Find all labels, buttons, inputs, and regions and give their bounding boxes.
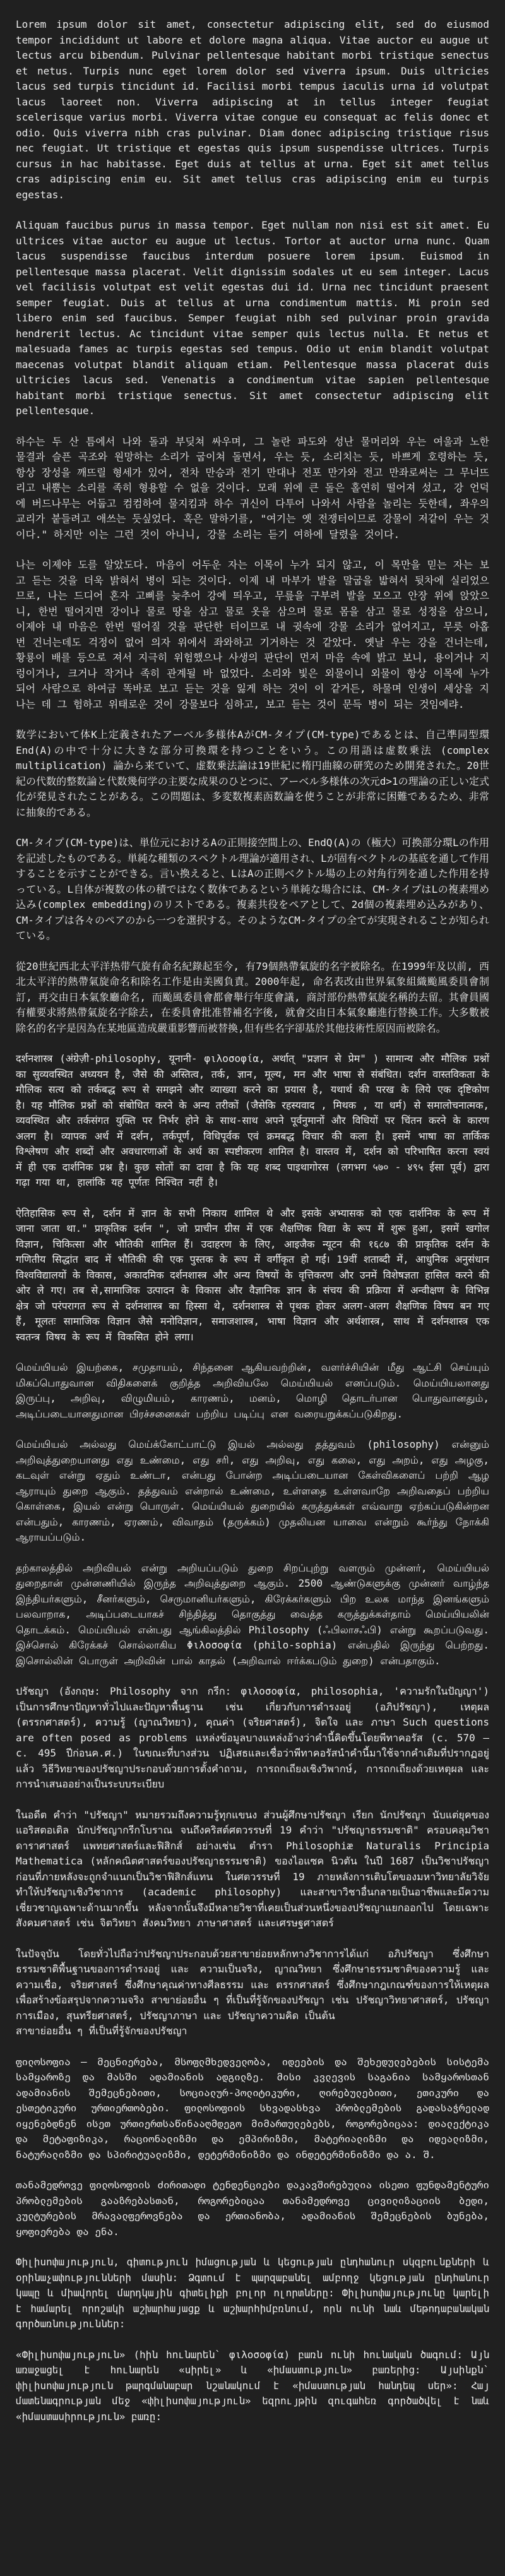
paragraph-japanese-1: 数学において体K上定義されたアーベル多様体AがCM-タイプ(CM-type)であるとは、自己準同型環 End(A)の中で十分に大きな部分可換環を持つことをいう。この用語は虚数乗法 (complex multiplication) 論から来ていて、虚数乗法論は19世紀に楕円曲線の研究のため開発された。20世紀の代数的整数論と代数幾何学の主要な成果のひとつに、アーベル多様体の次元d>1の理論の正しい定式化が発見されたことがある。この問題は、多変数複素函数論を使うことが非常に困難であるため、非常に抽象的である。 bbox=[16, 729, 489, 818]
paragraph-thai-1: ปรัชญา (อังกฤษ: Philosophy จาก กรีก: φιλοσοφία, philosophia, 'ความรักในปัญญา') เป็นการศึกษาปัญหาทั่วไปและปัญหาพื้นฐาน เช่น เกี่ยวกับการดำรงอยู่ (อภิปรัชญา), เหตุผล (ตรรกศาสตร์), ความรู้ (ญาณวิทยา), คุณค่า (จริยศาสตร์), จิตใจ และ ภาษา Such questions are often posed as problems แหล่งข้อมูลบางแหล่งอ้างว่าคำนี้คิดขึ้นโดยพีทาคอรัส (c. 570 – c. 495 ปีก่อนค.ศ.) ในขณะที่บางส่วน ปฏิเสธและเชื่อว่าพีทาคอรัสนำคำนี้มาใช้จากคำเดิมที่ปรากฏอยู่แล้ว วิธีวิทยาของปรัชญาประกอบด้วยการตั้งคำถาม, การถกเถียงเชิงวิพากษ์, การถกเถียงด้วยเหตุผล และการนำเสนออย่างเป็นระบบระเบียบ bbox=[16, 1685, 489, 1790]
paragraph-korean-2: 나는 이제야 도를 알았도다. 마음이 어두운 자는 이목이 누가 되지 않고, 이 목만을 믿는 자는 보고 듣는 것을 더욱 밝혀서 병이 되는 것이다. 이제 내 마부가 발을 말굽을 밟혀서 뒷차에 실리었으므로, 나는 드디어 혼자 고삐를 늦추어 강에 띄우고, 무릎을 구부려 발을 모으고 안장 위에 앉았으니, 한번 떨어지면 강이나 물로 땅을 삼고 물로 옷을 삼으며 물로 몸을 삼고 물로 성정을 삼으니, 이제야 내 마음은 한번 떨어질 것을 판단한 터이므로 내 귓속에 강물 소리가 없어지고, 무릇 아홉 번 건너는데도 걱정이 없어 의자 위에서 좌와하고 기거하는 것 같았다. 옛날 우는 강을 건너는데, 황룡이 배를 등으로 져서 지극히 위험했으나 사생의 판단이 먼저 마음 속에 밝고 보니, 용이거나 지렁이거나, 크거나 작거나 족히 관계될 바 없었다. 소리와 빛은 외물이니 외물이 항상 이목에 누가 되어 사람으로 하여금 똑바로 보고 듣는 것을 잃게 하는 것이 이 같거든, 하물며 인생이 세상을 지나는 데 그 험하고 위태로운 것이 강물보다 심하고, 보고 듣는 것이 문득 병이 되는 것임에랴. bbox=[16, 559, 489, 710]
paragraph-georgian-2: თანამედროვე ფილოსოფიის ძირითადი ტენდენციები დაკავშირებულია ისეთი ფუნდამენტური პრობლემების გააზრებასთან, როგორებიცაა თანამედროვე ცივილიზაციის ბედი, კულტურების მრავალფეროვნება და ერთიანობა, ადამიანის შემეცნების ბუნება, ყოფიერება და ენა. bbox=[16, 2179, 489, 2238]
paragraph-armenian-2: «Փիլիսոփայություն» (հին հունարեն` φιλοσοφία) բառն ունի հունական ծագում: Այն առաջացել է հունարեն «սիրել» և «իմաստություն» բառերից: Այսինքն` փիլիսոփայություն թարգմանաբար նշանակում է «իմաստության հանդեպ սեր»: Հայ մատենագրության մեջ «փիլիսոփայություն» եզրույթին զուգահեռ գործածվել է նաև «իմաստասիրություն» բառը: bbox=[16, 2348, 489, 2423]
paragraph-georgian-1: ფილოსოფია — მეცნიერება, მსოფლმხედველობა, იდეების და შეხედულებების სისტემა სამყაროზე და მასში ადამიანის ადგილზე. მისი კვლევის საგანია სამყაროსთან ადამიანის შემეცნებითი, სოციალურ-პოლიტიკური, ღირებულებითი, ეთიკური და ესთეტიკური ურთიერთობები. ფილოსოფიის სხვადასხვა პრობლემების გადასაჭრელად იყენებდნენ ისეთ ურთიერთსაწინააღმდეგო მიმართულებებს, როგორებიცაა: დიალექტიკა და მეტაფიზიკა, რაციონალიზმი და ემპირიზმი, მატერიალიზმი და იდეალიზმი, ნატურალიზმი და სპირიტუალიზმი, დეტერმინიზმი და ინდეტერმინიზმი და ა. შ. bbox=[16, 2055, 489, 2161]
paragraph-korean-1: 하수는 두 산 틈에서 나와 돌과 부딪쳐 싸우며, 그 놀란 파도와 성난 물머리와 우는 여울과 노한 물결과 슬픈 곡조와 원망하는 소리가 굽이쳐 돌면서, 우는 듯, 소리치는 듯, 바쁘게 호령하는 듯, 항상 장성을 깨뜨릴 형세가 있어, 전차 만승과 전기 만대나 전포 만가와 전고 만좌로써는 그 무너뜨리고 내뿜는 소리를 족히 형용할 수 없을 것이다. 모래 위에 큰 돌은 홀연히 떨어져 섰고, 강 언덕에 버드나무는 어둡고 컴컴하여 물지킴과 하수 귀신이 다투어 나와서 사람을 놀리는 듯한데, 좌우의 교리가 붙들려고 애쓰는 듯싶었다. 혹은 말하기를, "여기는 옛 전쟁터이므로 강물이 저같이 우는 것이다." 하지만 이는 그런 것이 아니니, 강물 소리는 듣기 여하에 달렸을 것이다. bbox=[16, 435, 489, 540]
paragraph-hindi-1: दर्शनशास्त्र (अंग्रेज़ी-philosophy, यूनानी- φιλοσοφία, अर्थात् "प्रज्ञान से प्रेम" ) सामान्य और मौलिक प्रश्नों का सुव्यवस्थित अध्ययन है, जैसे की अस्तित्व, तर्क, ज्ञान, मूल्य, मन और भाषा से संबंधित। दर्शन वास्तविकता के मौलिक सत्य को तर्कबद्ध रूप से समझने और व्याख्या करने का प्रयास है, यथार्थ की परख के लिये एक दृष्टिकोण है। यह मौलिक प्रश्नों को संबोधित करने के अन्य तरीकों (जैसेकि रहस्यवाद , मिथक , या धर्म) से समालोचनात्मक, व्यवस्थित और तर्कसंगत युक्ति पर निर्भर होने के साथ-साथ अपने पूर्वनुमानों और विधियों पर चिंतन करने के कारण अलग है। व्यापक अर्थ में दर्शन, तर्कपूर्ण, विधिपूर्वक एवं क्रमबद्ध विचार की कला है। इसमें भाषा का तार्किक विश्लेषण और शब्दों और अवधारणाओं के अर्थ का स्पष्टीकरण शामिल है। वास्तव में, दर्शन को परिभाषित करना स्वयं में ही एक दार्शनिक प्रश्न है। कुछ सोतों का दावा है कि यह शब्द पाइथागोरस (लगभग ५७० - ४९५ ईसा पूर्व) द्वारा गढ़ा गया था, हालांकि यह पूर्णतः निश्चित नहीं है। bbox=[16, 1052, 489, 1188]
paragraph-armenian-1: Փիլիսոփայություն, գիտություն իմացության և կեցության ընդհանուր սկզբունքների և օրինաչափությունների մասին: Ձգտում է պարզաբանել ամբողջ կեցության ընդհանուր կապը և միավորել մարդկային գիտելիքի բոլոր ոլորտները: Փիլիսոփայությունը կարելի է համարել որոշակի աշխարհայացք և աշխարհիմբռնում, որն ունի նաև մեթոդաբանական գործառնություններ: bbox=[16, 2256, 489, 2330]
paragraph-thai-2: ในอดีต คำว่า "ปรัชญา" หมายรวมถึงความรู้ทุกแขนง ส่วนผู้ศึกษาปรัชญา เรียก นักปรัชญา นับแต่ยุคของแอริสตอเติล นักปรัชญากรีกโบราณ จนถึงคริสต์ศตวรรษที่ 19 คำว่า "ปรัชญาธรรมชาติ" ครอบคลุมวิชาดาราศาสตร์ แพทยศาสตร์และฟิสิกส์ อย่างเช่น ตำรา Philosophiæ Naturalis Principia Mathematica (หลักคณิตศาสตร์ของปรัชญาธรรมชาติ) ของไอแซค นิวตัน ในปี 1687 เป็นวิชาปรัชญาก่อนที่ภายหลังจะถูกจำแนกเป็นวิชาฟิสิกส์แทน ในศตวรรษที่ 19 ภายหลังการเติบโตของมหาวิทยาลัยวิจัยทำให้ปรัชญาเชิงวิชาการ (academic philosophy) และสาขาวิชาอื่นกลายเป็นอาชีพและมีความเชี่ยวชาญเฉพาะด้านมากขึ้น หลังจากนั้นจึงมีหลายวิชาที่เคยเป็นส่วนหนึ่งของปรัชญาแยกออกไป โดยเฉพาะสังคมศาสตร์ เช่น จิตวิทยา สังคมวิทยา ภาษาศาสตร์ และเศรษฐศาสตร์ bbox=[16, 1808, 489, 1929]
paragraph-chinese-1: 從20世紀西北太平洋热带气旋有命名紀錄起至今, 有79個熱帶氣旋的名字被除名。在1999年及以前, 西北太平洋的熱帶氣旋命名和除名工作是由美國負責。2000年起, 命名表改由世界氣象組織颱風委員會制訂, 再交由日本氣象廳命名, 而颱風委員會都會舉行年度會議, 商討部份熱帶氣旋名稱的去留。其會員國有權要求將熱帶氣旋名字除去, 在委員會批准替補名字後, 就會交由日本氣象廳進行替換工作。大多數被除名的名字是因為在某地區造成嚴重影響而被替換,但有些名字卻基於其他技術性原因而被除名。 bbox=[16, 960, 489, 1034]
paragraph-japanese-2: CM-タイプ(CM-type)は、単位元におけるAの正則接空間上の、EndQ(A)の（極大）可換部分環Lの作用を記述したものである。単純な種類のスペクトル理論が適用され、Lが固有ベクトルの基底を通して作用することを示すことができる。言い換えると、LはAの正則ベクトル場の上の対角行列を通した作用を持っている。L自体が複数の体の積ではなく数体であるという単純な場合には、CM-タイプはLの複素埋め込み(complex embedding)のリストである。複素共役をペアとして、2d個の複素埋め込みがあり、CM-タイプは各々のペアのから一つを選択する。そのようなCM-タイプの全てが実現されることが知られている。 bbox=[16, 837, 489, 941]
paragraph-thai-3: ในปัจจุบัน โดยทั่วไปถือว่าปรัชญาประกอบด้วยสาขาย่อยหลักทางวิชาการได้แก่ อภิปรัชญา ซึ่งศึกษาธรรมชาติพื้นฐานของการดำรงอยู่ และ ความเป็นจริง, ญาณวิทยา ซึ่งศึกษาธรรมชาติของความรู้ และ ความเชื่อ, จริยศาสตร์ ซึ่งศึกษาคุณค่าทางศีลธรรม และ ตรรกศาสตร์ ซึ่งศึกษากฎเกณฑ์ของการให้เหตุผลเพื่อสร้างข้อสรุปจากความจริง สาขาย่อยอื่น ๆ ที่เป็นที่รู้จักของปรัชญา เช่น ปรัชญาวิทยาศาสตร์, ปรัชญาการเมือง, สุนทรียศาสตร์, ปรัชญาภาษา และ ปรัชญาความคิด เป็นต้น สาขาย่อยอื่น ๆ ที่เป็นที่รู้จักของปรัชญา bbox=[16, 1947, 489, 2037]
paragraph-tamil-3: தற்காலத்தில் அறிவியல் என்று அறியப்படும் துறை சிறப்புற்று வளரும் முன்னர், மெய்யியல் துறைதான் முன்னணியில் இருந்த அறிவுத்துறை ஆகும். 2500 ஆண்டுகளுக்கு முன்னர் வாழ்ந்த இந்தியர்களும், சீனர்களும், செருமானியர்களும், கிரேக்கர்களும் பிற உலக மாந்த இனங்களும் பலவாறாக, அடிப்படையாகச் சிந்தித்து தொகுத்து வைத்த கருத்துக்கள்தாம் மெய்யியலின் தொடக்கம். மெய்யியல் என்பது ஆங்கிலத்தில் Philosophy (ஃபிலாசஃபி) என்று கூறப்படுவது. இச்சொல் கிரேக்கச் சொல்லாகிய Φιλοσοφία (philo-sophia) என்பதில் இருந்து பெற்றது. இசொல்லின் பொருள் அறிவின் பால் காதல் (அறிவால் ஈர்க்கபடும் துறை) என்பதாகும். bbox=[16, 1561, 489, 1667]
paragraph-lorem-ipsum-2: Aliquam faucibus purus in massa tempor. Eget nullam non nisi est sit amet. Eu ultrices vitae auctor eu augue ut lectus. Tortor at auctor urna nunc. Quam lacus suspendisse faucibus interdum posuere lorem ipsum. Euismod in pellentesque massa placerat. Velit dignissim sodales ut eu sem integer. Lacus vel facilisis volutpat est velit egestas dui id. Urna nec tincidunt praesent semper feugiat. Duis at tellus at urna condimentum mattis. Mi proin sed libero enim sed faucibus. Semper feugiat nibh sed pulvinar proin gravida hendrerit lectus. Ac tincidunt vitae semper quis lectus nulla. Et netus et malesuada fames ac turpis egestas sed tempus. Odio ut enim blandit volutpat maecenas volutpat blandit aliquam etiam. Pellentesque massa placerat duis ultricies lacus sed. Venenatis a condimentum vitae sapien pellentesque habitant morbi tristique senectus. Sit amet consectetur adipiscing elit pellentesque. bbox=[16, 219, 489, 417]
paragraph-lorem-ipsum-1: Lorem ipsum dolor sit amet, consectetur adipiscing elit, sed do eiusmod tempor incididunt ut labore et dolore magna aliqua. Vitae auctor eu augue ut lectus arcu bibendum. Pulvinar pellentesque habitant morbi tristique senectus et netus. Turpis nunc eget lorem dolor sed viverra ipsum. Duis ultricies lacus sed turpis tincidunt id. Facilisi morbi tempus iaculis urna id volutpat lacus laoreet non. Viverra adipiscing at in tellus integer feugiat scelerisque varius morbi. Viverra vitae congue eu consequat ac felis donec et odio. Quis viverra nibh cras pulvinar. Diam donec adipiscing tristique risus nec feugiat. Ut tristique et egestas quis ipsum suspendisse ultrices. Turpis cursus in hac habitasse. Eget duis at tellus at urna. Eget sit amet tellus cras adipiscing enim eu. Sit amet tellus cras adipiscing enim eu turpis egestas. bbox=[16, 18, 489, 201]
paragraph-tamil-1: மெய்யியல் இயற்கை, சமுதாயம், சிந்தனை ஆகியவற்றின், வளர்ச்சியின் மீது ஆட்சி செய்யும் மிகப்பொதுவான விதிகளைக் குறித்த அறிவியலே மெய்யியல் எனப்படும். மெய்யியலானது இருப்பு, அறிவு, விழுமியம், காரணம், மனம், மொழி தொடர்பான பொதுவானதும், அடிப்படையானதுமான பிரச்சனைகள் பற்றிய படிப்பு என வரையறுக்கப்படுகிறது. bbox=[16, 1361, 489, 1420]
paragraph-tamil-2: மெய்யியல் அல்லது மெய்க்கோட்பாட்டு இயல் அல்லது தத்துவம் (philosophy) என்னும் அறிவுத்துறையானது எது உண்மை, எது சரி, எது அறிவு, எது கலை, எது அறம், எது அழகு, கடவுள் என்று ஏதும் உண்டா, என்பது போன்ற அடிப்படையான கேள்விகளைப் பற்றி ஆழ ஆராயும் துறை ஆகும். தத்துவம் என்றால் உண்மை, உள்ளதை உள்ளவாறே அறிவதைப் பற்றிய கொள்கை, இயல் என்று பொருள். மெய்யியல் துறையில் கருத்துக்கள் எவ்வாறு ஏற்கப்படுகின்றன என்பதும், காரணம், ஏரணம், விவாதம் (தருக்கம்) முதலியன யாவை என்றும் கூர்ந்து நோக்கி ஆராயப்படும். bbox=[16, 1438, 490, 1543]
paragraph-hindi-2: ऐतिहासिक रूप से, दर्शन में ज्ञान के सभी निकाय शामिल थे और इसके अभ्यासक को एक दार्शनिक के रूप में जाना जाता था." प्राकृतिक दर्शन ", जो प्राचीन ग्रीस में एक शैक्षणिक विद्या के रूप में शुरू हुआ, इसमें खगोल विज्ञान, चिकित्सा और भौतिकी शामिल हैं। उदाहरण के लिए, आइजैक न्यूटन की १६८७ की प्राकृतिक दर्शन के गणितीय सिद्धांत बाद में भौतिकी की एक पुस्तक के रूप में वर्गीकृत हो गई। 19वीं शताब्दी में, आधुनिक अनुसंधान विश्वविद्यालयों के विकास, अकादमिक दर्शनशास्त्र और अन्य विषयों के वृत्तिकरण और उनमें विशेषज्ञता हासिल करने की ओर ले गए। तब से,सामाजिक उत्पादन के विकास और वैज्ञानिक ज्ञान के संचय की प्रक्रिया में अन्वीक्षण के विभिन्न क्षेत्र जो परंपरागत रूप से दर्शनशास्त्र का हिस्सा थे, दर्शनशास्त्र से पृथक होकर अलग-अलग शैक्षणिक विषय बन गए हैं, मूलतः सामाजिक विज्ञान जैसे मनोविज्ञान, समाजशास्त्र, भाषा विज्ञान और अर्थशास्त्र, साथ में दर्शनशास्त्र एक स्वतन्त्र विषय के रूप में विकसित होने लगा। bbox=[16, 1207, 489, 1343]
